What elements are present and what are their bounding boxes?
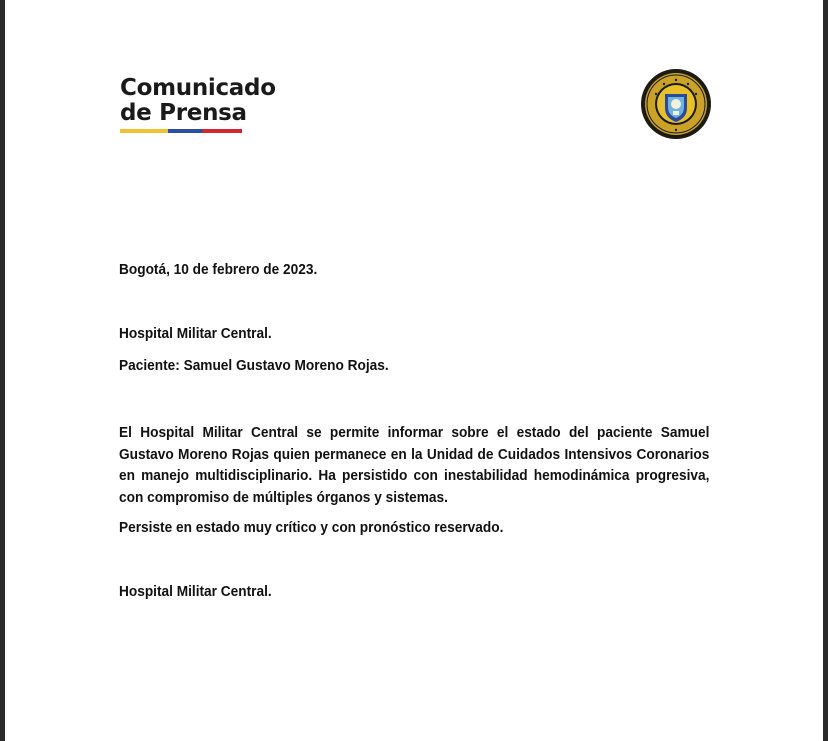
document-date: Bogotá, 10 de febrero de 2023. — [119, 261, 318, 278]
frame-left-edge — [0, 0, 5, 741]
document-status-line: Persiste en estado muy crítico y con pronóstico reservado. — [119, 519, 504, 536]
frame-right-edge — [823, 0, 828, 741]
flag-yellow-stripe — [120, 129, 168, 133]
hospital-seal-icon — [640, 68, 712, 140]
logo-title-line1: Comunicado — [120, 75, 276, 101]
document-patient: Paciente: Samuel Gustavo Moreno Rojas. — [119, 357, 389, 374]
press-release-logo — [120, 76, 290, 133]
flag-blue-stripe — [168, 129, 202, 133]
logo-title-line2: de Prensa — [120, 100, 247, 126]
document-signature: Hospital Militar Central. — [119, 583, 272, 600]
document-organization: Hospital Militar Central. — [119, 325, 272, 342]
flag-color-bar — [120, 129, 242, 133]
document-body-paragraph: El Hospital Militar Central se permite informar sobre el estado del paciente Samuel Gustavo Moreno Rojas quien permanece en la Unidad de Cuidados Intensivos Coronarios en manejo multidisciplinario. Ha persistido con inestabilidad hemodinámica progresiva, con compromiso de múltiples órganos y sistemas. — [119, 424, 710, 506]
flag-red-stripe — [202, 129, 242, 133]
